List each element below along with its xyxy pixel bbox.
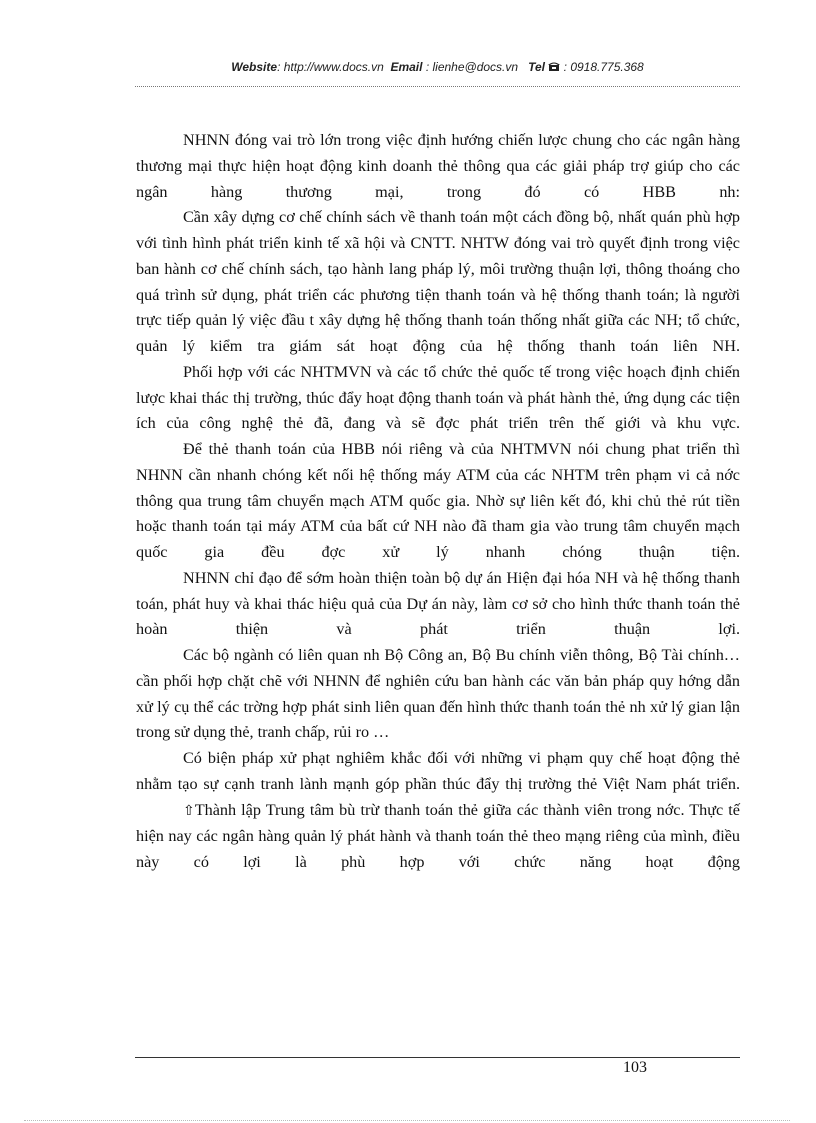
paragraph-bullet-text: Thành lập Trung tâm bù trừ thanh toán thẻ giữa các thành viên trong nớc. Thực tế hiện nay các ngân hàng quản lý phát hành và thanh toán thẻ theo mạng riêng của mình, điều này có lợi là phù hợp với chức năng hoạt động bbox=[136, 800, 740, 871]
paragraph-bullet bbox=[136, 798, 740, 876]
page-header bbox=[135, 60, 740, 74]
phone-icon bbox=[548, 60, 563, 74]
email-label: Email bbox=[390, 60, 423, 74]
paragraph: Phối hợp với các NHTMVN và các tổ chức thẻ quốc tế trong việc hoạch định chiến lược khai thác thị trường, thúc đẩy hoạt động thanh toán và phát hành thẻ, ứng dụng các tiện ích của công nghệ thẻ đã, đang và sẽ đợc phát triển trên thế giới và khu vực. bbox=[136, 362, 740, 433]
email-value: : lienhe@docs.vn bbox=[425, 60, 519, 74]
paragraph: Cần xây dựng cơ chế chính sách về thanh toán một cách đồng bộ, nhất quán phù hợp với tình hình phát triển kinh tế xã hội và CNTT. NHTW đóng vai trò quyết định trong việc ban hành cơ chế chính sách, tạo hành lang pháp lý, môi trường thuận lợi, thông thoáng cho quá trình sử dụng, phát triển các phương tiện thanh toán và hệ thống thanh toán; là người trực tiếp quản lý việc đầu t xây dựng hệ thống thanh toán thống nhất giữa các NH; tổ chức, quản lý kiểm tra giám sát hoạt động của hệ thống thanh toán liên NH. bbox=[136, 208, 740, 355]
tel-value: : 0918.775.368 bbox=[563, 60, 644, 74]
paragraph: NHNN đóng vai trò lớn trong việc định hướng chiến lược chung cho các ngân hàng thương mại thực hiện hoạt động kinh doanh thẻ thông qua các giải pháp trợ giúp cho các ngân hàng thương mại, trong đó có HBB nh: bbox=[136, 131, 740, 201]
paragraph: Để thẻ thanh toán của HBB nói riêng và của NHTMVN nói chung phat triển thì NHNN cần nhanh chóng kết nối hệ thống máy ATM của các NHTM trên phạm vi cả nớc thông qua trung tâm chuyển mạch ATM quốc gia. Nhờ sự liên kết đó, khi chủ thẻ rút tiền hoặc thanh toán tại máy ATM của bất cứ NH nào đã tham gia vào trung tâm chuyển mạch quốc gia đều đợc xử lý nhanh chóng thuận tiện. bbox=[136, 440, 740, 561]
footer-divider bbox=[135, 1057, 740, 1058]
paragraph: NHNN chỉ đạo để sớm hoàn thiện toàn bộ dự án Hiện đại hóa NH và hệ thống thanh toán, phát huy và khai thác hiệu quả của Dự án này, làm cơ sở cho hình thức thanh toán thẻ hoàn thiện và phát triển thuận lợi. bbox=[136, 568, 740, 639]
page-bottom-border bbox=[24, 1120, 790, 1121]
up-arrow-bullet-icon: ⇧ bbox=[183, 802, 195, 819]
paragraph: Có biện pháp xử phạt nghiêm khắc đối với những vi phạm quy chế hoạt động thẻ nhằm tạo sự cạnh tranh lành mạnh góp phần thúc đẩy thị trường thẻ Việt Nam phát triển. bbox=[136, 749, 740, 793]
page-number: 103 bbox=[623, 1059, 647, 1076]
header-divider bbox=[135, 86, 740, 87]
website-value: : http://www.docs.vn bbox=[277, 60, 384, 74]
document-body bbox=[136, 128, 740, 876]
tel-label: Tel bbox=[528, 60, 545, 74]
paragraph: Các bộ ngành có liên quan nh Bộ Công an, Bộ Bu chính viễn thông, Bộ Tài chính… cần phối hợp chặt chẽ với NHNN để nghiên cứu ban hành các văn bản pháp quy hớng dẫn xử lý cụ thể các trờng hợp phát sinh liên quan đến hình thức thanh toán thẻ nh xử lý gian lận trong sử dụng thẻ, tranh chấp, rủi ro … bbox=[136, 646, 740, 742]
website-label: Website bbox=[231, 60, 278, 74]
